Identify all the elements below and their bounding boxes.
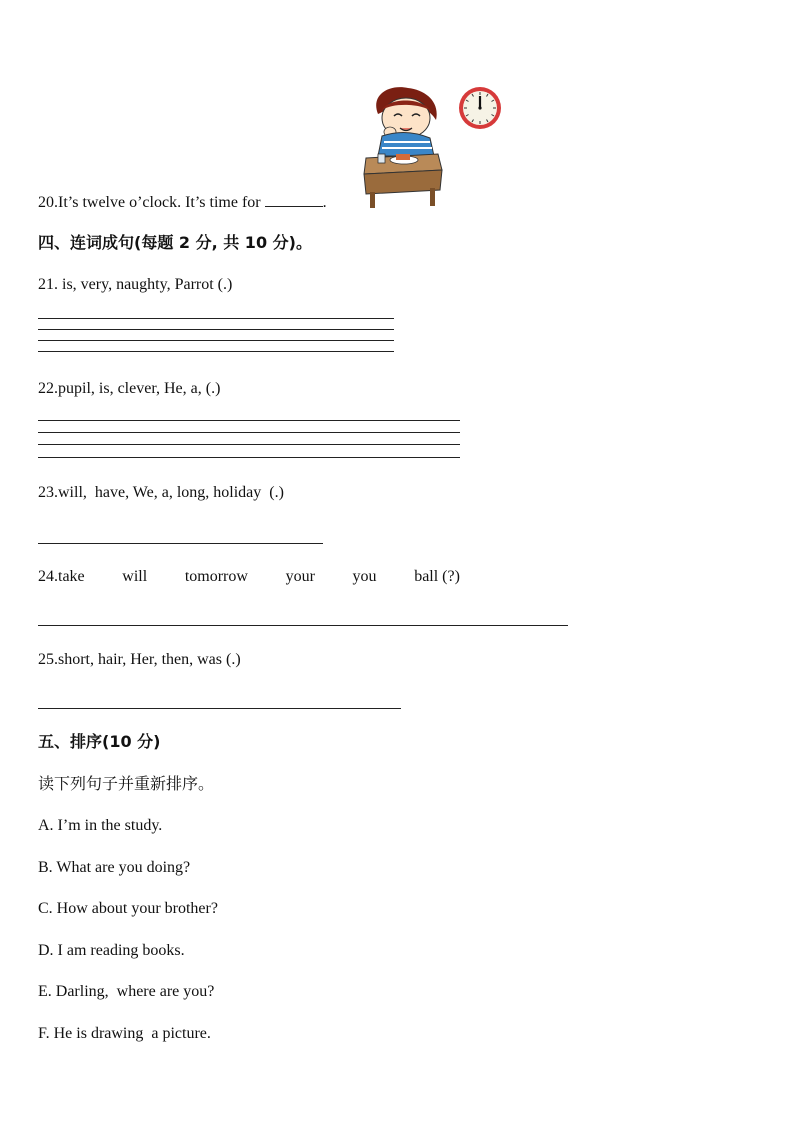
writing-line-23[interactable]	[38, 543, 323, 544]
question-20-number: 20.	[38, 194, 58, 211]
option-a: A. I’m in the study.	[38, 817, 163, 834]
question-24-word-4: your	[285, 568, 315, 585]
writing-line-22-3[interactable]	[38, 444, 460, 445]
writing-line-21-3[interactable]	[38, 340, 394, 341]
question-20-end: .	[322, 194, 327, 211]
question-20-text: It’s twelve o’clock. It’s time for	[58, 194, 265, 211]
section-5-title: 五、排序(10 分)	[38, 732, 161, 751]
option-e: E. Darling, where are you?	[38, 983, 215, 1000]
boy-eating-illustration	[360, 84, 444, 210]
option-f: F. He is drawing a picture.	[38, 1025, 211, 1042]
question-22: 22.pupil, is, clever, He, a, (.)	[38, 380, 221, 397]
question-25: 25.short, hair, Her, then, was (.)	[38, 651, 241, 668]
question-24-word-1: 24.take	[38, 568, 85, 585]
writing-line-22-4[interactable]	[38, 457, 460, 458]
question-20	[38, 192, 327, 213]
question-24-word-5: you	[352, 568, 377, 585]
section-5-instruction: 读下列句子并重新排序。	[38, 774, 215, 793]
question-24-word-6: ball (?)	[414, 568, 460, 585]
question-24-word-3: tomorrow	[184, 568, 248, 585]
writing-line-24[interactable]	[38, 625, 568, 626]
writing-line-22-1[interactable]	[38, 420, 460, 421]
section-4-title: 四、连词成句(每题 2 分, 共 10 分)。	[38, 233, 312, 252]
question-24	[38, 567, 460, 587]
question-21: 21. is, very, naughty, Parrot (.)	[38, 276, 233, 293]
answer-blank-20[interactable]	[265, 192, 323, 207]
writing-line-25[interactable]	[38, 708, 401, 709]
clock-icon	[457, 85, 503, 131]
writing-line-21-4[interactable]	[38, 351, 394, 352]
option-b: B. What are you doing?	[38, 859, 191, 876]
option-c: C. How about your brother?	[38, 900, 218, 917]
option-d: D. I am reading books.	[38, 942, 185, 959]
writing-line-21-1[interactable]	[38, 318, 394, 319]
writing-line-22-2[interactable]	[38, 432, 460, 433]
question-24-word-2: will	[122, 568, 148, 585]
question-23: 23.will, have, We, a, long, holiday (.)	[38, 484, 284, 501]
writing-line-21-2[interactable]	[38, 329, 394, 330]
